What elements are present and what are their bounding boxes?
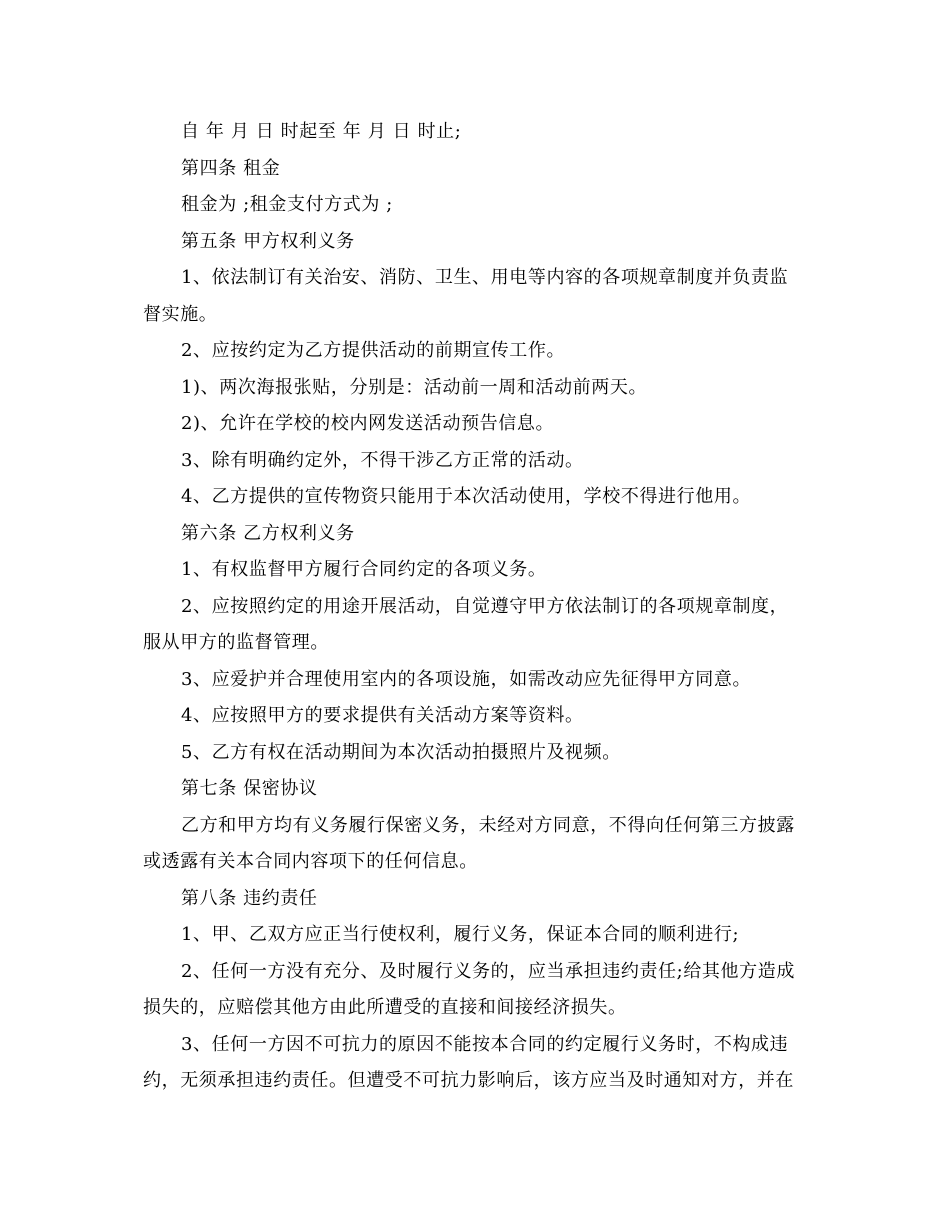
paragraph-liability-item-3: 3、任何一方因不可抗力的原因不能按本合同的约定履行义务时，不构成违约，无须承担违约责任。但遭受不可抗力影响后，该方应当及时通知对方，并在 (143, 1033, 794, 1091)
heading-article-4-rent: 第四条 租金 (181, 157, 281, 179)
paragraph-rent-payment: 租金为 ;租金支付方式为 ; (181, 194, 393, 215)
paragraph-party-b-item-2: 2、应按照约定的用途开展活动，自觉遵守甲方依法制订的各项规章制度，服从甲方的监督管理。 (143, 595, 789, 653)
paragraph-liability-item-2: 2、任何一方没有充分、及时履行义务的，应当承担违约责任;给其他方造成损失的，应赔偿其他方由此所遭受的直接和间接经济损失。 (143, 960, 795, 1018)
paragraph-party-a-item-3: 3、除有明确约定外，不得干涉乙方正常的活动。 (181, 449, 584, 471)
paragraph-term-period: 自 年 月 日 时起至 年 月 日 时止; (181, 121, 462, 142)
paragraph-confidentiality: 乙方和甲方均有义务履行保密义务，未经对方同意，不得向任何第三方披露或透露有关本合同内容项下的任何信息。 (143, 814, 795, 872)
document-body (143, 114, 805, 1100)
paragraph-party-b-item-5: 5、乙方有权在活动期间为本次活动拍摄照片及视频。 (181, 741, 621, 763)
heading-article-6-party-b: 第六条 乙方权利义务 (181, 522, 355, 544)
paragraph-party-a-item-4: 4、乙方提供的宣传物资只能用于本次活动使用，学校不得进行他用。 (181, 486, 752, 507)
paragraph-liability-item-1: 1、甲、乙双方应正当行使权利，履行义务，保证本合同的顺利进行; (181, 924, 740, 945)
paragraph-party-a-item-1: 1、依法制订有关治安、消防、卫生、用电等内容的各项规章制度并负责监督实施。 (143, 267, 789, 325)
paragraph-party-b-item-3: 3、应爱护并合理使用室内的各项设施，如需改动应先征得甲方同意。 (181, 668, 752, 690)
paragraph-party-b-item-1: 1、有权监督甲方履行合同约定的各项义务。 (181, 559, 547, 580)
paragraph-party-a-item-2-1: 1)、两次海报张贴，分别是：活动前一周和活动前两天。 (181, 376, 648, 398)
heading-article-8-liability: 第八条 违约责任 (181, 887, 318, 909)
heading-article-5-party-a: 第五条 甲方权利义务 (181, 230, 355, 252)
paragraph-party-a-item-2: 2、应按约定为乙方提供活动的前期宣传工作。 (181, 340, 566, 361)
paragraph-party-a-item-2-2: 2)、允许在学校的校内网发送活动预告信息。 (181, 413, 555, 434)
heading-article-7-confidentiality: 第七条 保密协议 (181, 778, 318, 799)
paragraph-party-b-item-4: 4、应按照甲方的要求提供有关活动方案等资料。 (181, 705, 584, 726)
